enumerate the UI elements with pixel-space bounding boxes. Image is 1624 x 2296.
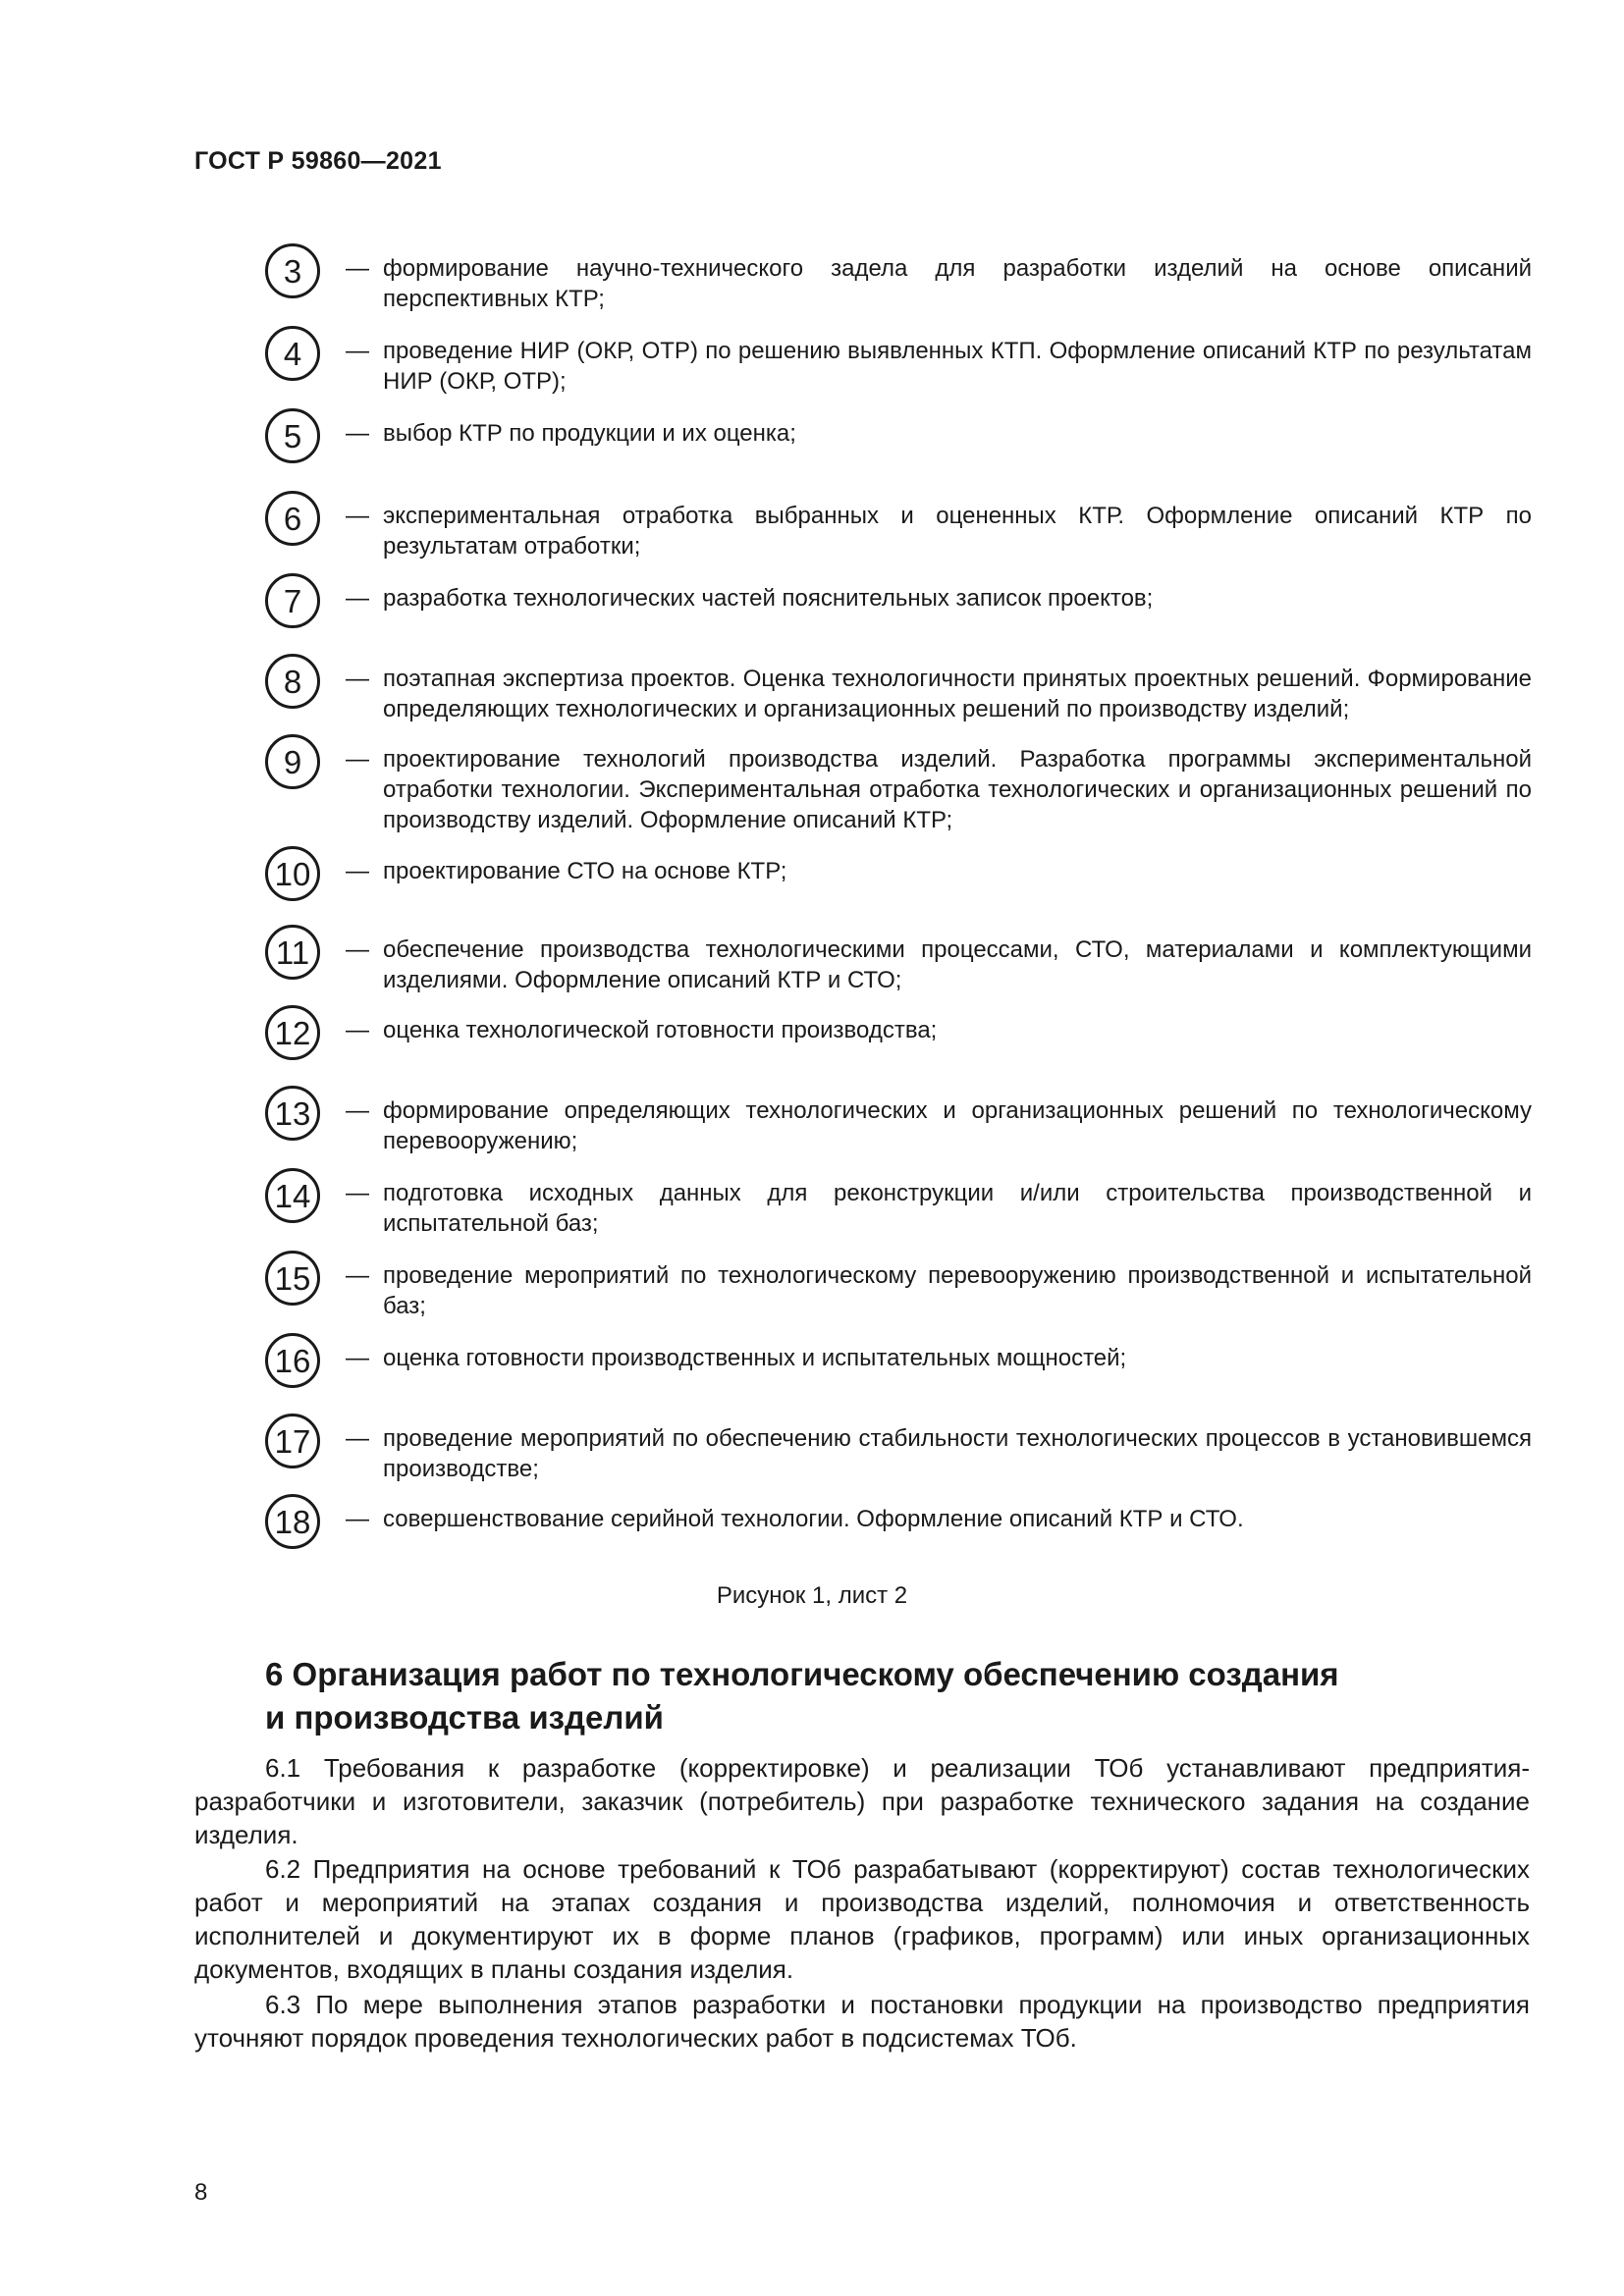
section-heading — [265, 1653, 1532, 1739]
legend-item-13 — [265, 1086, 1532, 1154]
section-heading-line-2: и производства изделий — [265, 1699, 664, 1735]
legend-dash: — — [346, 1506, 369, 1532]
legend-item-9 — [265, 734, 1532, 833]
legend-number-circle: 5 — [265, 408, 320, 463]
legend-dash: — — [346, 1017, 369, 1043]
section-heading-line-1: 6 Организация работ по технологическому обеспечению создания — [265, 1656, 1339, 1692]
legend-text: проведение мероприятий по обеспечению стабильности технологических процессов в установившемся производстве; — [383, 1425, 1532, 1482]
legend-number-circle: 9 — [265, 734, 320, 789]
legend-dash: — — [346, 666, 369, 692]
legend-number-circle: 10 — [265, 846, 320, 901]
legend-dash: — — [346, 858, 369, 884]
legend-dash: — — [346, 1425, 369, 1452]
legend-number-circle: 16 — [265, 1333, 320, 1388]
figure-caption: Рисунок 1, лист 2 — [716, 1582, 908, 1609]
page-number: 8 — [194, 2179, 208, 2206]
legend-dash: — — [346, 338, 369, 364]
legend-number-circle: 12 — [265, 1005, 320, 1060]
legend-item-10 — [265, 846, 1532, 915]
legend-number-circle: 6 — [265, 491, 320, 546]
legend-item-11 — [265, 925, 1532, 993]
paragraph-6-3: 6.3 По мере выполнения этапов разработки и постановки продукции на производство предприятия уточняют порядок проведения технологических работ в подсистемах ТОб. — [194, 1990, 1530, 2053]
legend-text: проектирование технологий производства изделий. Разработка программы экспериментальной отработки технологии. Экспериментальная отработка технологических и организационных решений по производству изделий. Оформление описаний КТР; — [383, 746, 1532, 833]
legend-item-17 — [265, 1414, 1532, 1482]
legend-number-circle: 3 — [265, 243, 320, 298]
legend-item-14 — [265, 1168, 1532, 1237]
legend-number-circle: 8 — [265, 654, 320, 709]
legend-number-circle: 14 — [265, 1168, 320, 1223]
legend-number-circle: 4 — [265, 326, 320, 381]
legend-text: проектирование СТО на основе КТР; — [383, 858, 787, 884]
paragraph-6-1: 6.1 Требования к разработке (корректировке) и реализации ТОб устанавливают предприятия-разработчики и изготовители, заказчик (потребитель) при разработке технического задания на создание изделия. — [194, 1753, 1530, 1849]
legend-number-circle: 17 — [265, 1414, 320, 1468]
legend-dash: — — [346, 1262, 369, 1289]
legend-number-circle: 7 — [265, 573, 320, 628]
legend-dash: — — [346, 503, 369, 529]
legend-text: выбор КТР по продукции и их оценка; — [383, 420, 796, 447]
legend-text: оценка готовности производственных и испытательных мощностей; — [383, 1345, 1127, 1371]
legend-text: экспериментальная отработка выбранных и оцененных КТР. Оформление описаний КТР по результатам отработки; — [383, 503, 1532, 560]
legend-number-circle: 15 — [265, 1251, 320, 1306]
legend-item-7 — [265, 573, 1532, 642]
legend-number-circle: 18 — [265, 1494, 320, 1549]
legend-dash: — — [346, 585, 369, 612]
legend-text: формирование научно-технического задела для разработки изделий на основе описаний перспективных КТР; — [383, 255, 1532, 312]
legend-item-4 — [265, 326, 1532, 395]
legend-dash: — — [346, 936, 369, 963]
legend-item-8 — [265, 654, 1532, 722]
legend-text: подготовка исходных данных для реконструкции и/или строительства производственной и испытательной баз; — [383, 1180, 1532, 1237]
legend-dash: — — [346, 1345, 369, 1371]
legend-text: обеспечение производства технологическими процессами, СТО, материалами и комплектующими изделиями. Оформление описаний КТР и СТО; — [383, 936, 1532, 993]
legend-text: оценка технологической готовности производства; — [383, 1017, 938, 1043]
legend-item-3 — [265, 243, 1532, 312]
legend-item-16 — [265, 1333, 1532, 1402]
legend-text: совершенствование серийной технологии. Оформление описаний КТР и СТО. — [383, 1506, 1244, 1532]
legend-number-circle: 13 — [265, 1086, 320, 1141]
legend-text: проведение мероприятий по технологическому перевооружению производственной и испытательной баз; — [383, 1262, 1532, 1319]
document-header: ГОСТ Р 59860—2021 — [194, 147, 442, 175]
paragraph-6-2: 6.2 Предприятия на основе требований к ТОб разрабатывают (корректируют) состав технологических работ и мероприятий на этапах создания и производства изделий, полномочия и ответственность исполнителей и документируют их в форме планов (графиков, программ) или иных организационных документов, входящих в планы создания изделия. — [194, 1854, 1530, 1984]
legend-item-6 — [265, 491, 1532, 560]
legend-item-15 — [265, 1251, 1532, 1319]
legend-text: разработка технологических частей пояснительных записок проектов; — [383, 585, 1154, 612]
legend-number-circle: 11 — [265, 925, 320, 980]
legend-text: формирование определяющих технологических и организационных решений по технологическому перевооружению; — [383, 1097, 1532, 1154]
legend-text: проведение НИР (ОКР, ОТР) по решению выявленных КТП. Оформление описаний КТР по результатам НИР (ОКР, ОТР); — [383, 338, 1532, 395]
legend-text: поэтапная экспертиза проектов. Оценка технологичности принятых проектных решений. Формирование определяющих технологических и организационных решений по производству изделий; — [383, 666, 1532, 722]
legend-dash: — — [346, 746, 369, 773]
legend-dash: — — [346, 255, 369, 282]
legend-item-12 — [265, 1005, 1532, 1074]
legend-dash: — — [346, 420, 369, 447]
legend-item-18 — [265, 1494, 1532, 1563]
legend-item-5 — [265, 408, 1532, 477]
legend-dash: — — [346, 1180, 369, 1206]
legend-dash: — — [346, 1097, 369, 1124]
